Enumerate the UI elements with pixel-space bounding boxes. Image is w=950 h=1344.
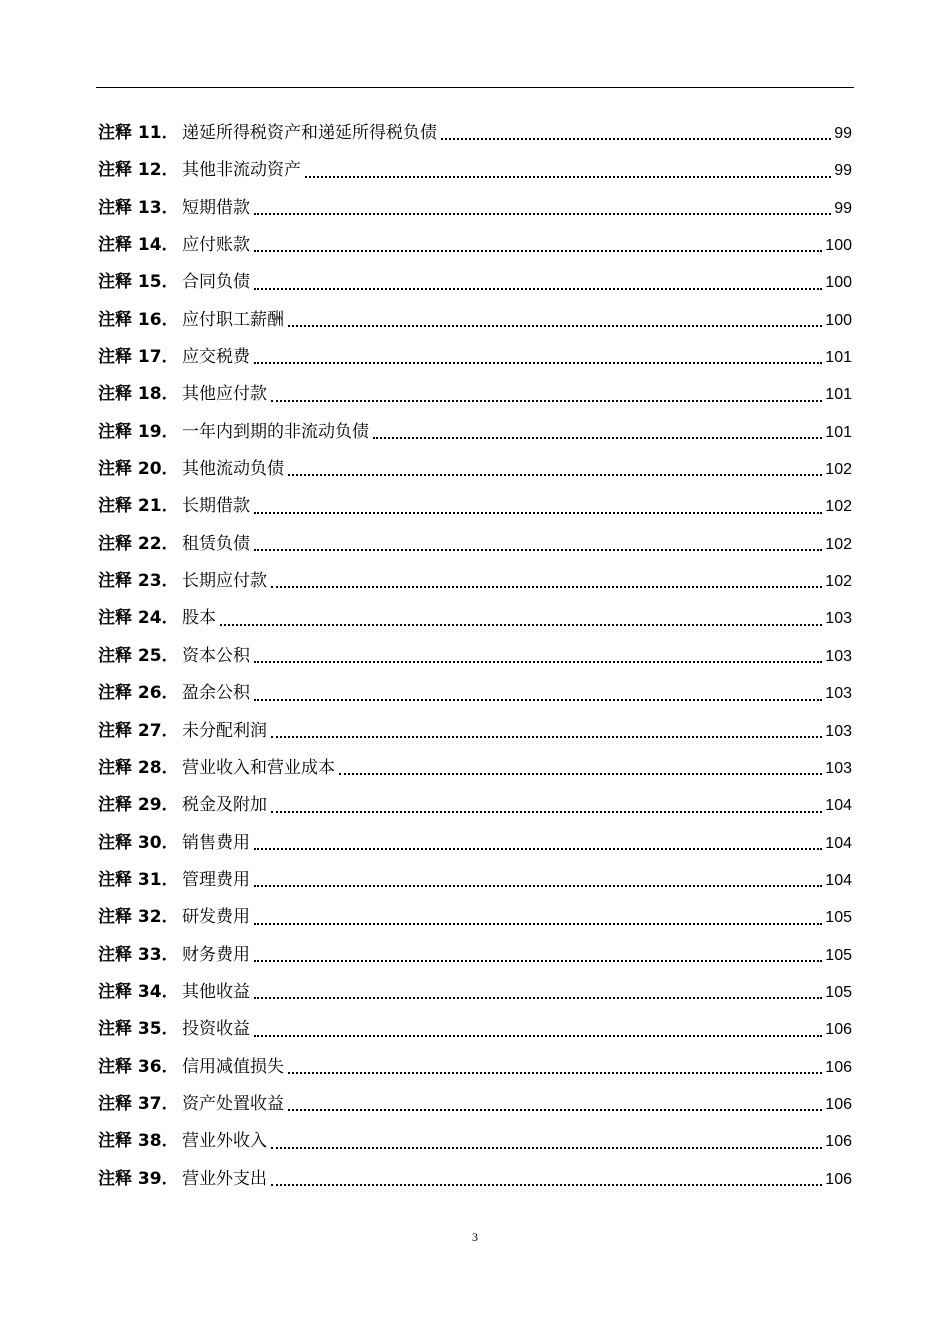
toc-entry-page: 106: [825, 1058, 852, 1076]
toc-dot-leader: [220, 624, 822, 626]
toc-entry[interactable]: [98, 115, 852, 152]
toc-entry[interactable]: [98, 339, 852, 376]
toc-entry-title: 合同负债: [182, 272, 250, 293]
header-rule: [96, 87, 854, 88]
toc-entry-title: 应交税费: [182, 347, 250, 368]
toc-dot-leader: [254, 213, 831, 215]
toc-entry-title: 投资收益: [182, 1019, 250, 1040]
toc-entry-number: 注释 15．: [98, 272, 179, 293]
toc-entry-page: 105: [825, 909, 852, 927]
toc-dot-leader: [441, 138, 831, 140]
toc-entry-page: 103: [825, 685, 852, 703]
toc-entry[interactable]: [98, 600, 852, 637]
toc-dot-leader: [254, 661, 822, 663]
toc-dot-leader: [288, 1109, 822, 1111]
toc-dot-leader: [254, 699, 822, 701]
toc-entry-page: 100: [825, 237, 852, 255]
toc-entry-title: 租赁负债: [182, 533, 250, 554]
toc-entry-title: 销售费用: [182, 832, 250, 853]
toc-entry-title: 研发费用: [182, 907, 250, 928]
toc-dot-leader: [254, 362, 822, 364]
toc-entry[interactable]: [98, 974, 852, 1011]
toc-entry-number: 注释 28．: [98, 757, 179, 778]
toc-entry-page: 101: [825, 386, 852, 404]
toc-entry-number: 注释 39．: [98, 1168, 179, 1189]
toc-entry-number: 注释 27．: [98, 720, 179, 741]
toc-entry-number: 注释 33．: [98, 944, 179, 965]
toc-dot-leader: [254, 848, 822, 850]
toc-entry-title: 营业外支出: [182, 1168, 267, 1189]
toc-entry-page: 104: [825, 834, 852, 852]
toc-entry-number: 注释 18．: [98, 384, 179, 405]
table-of-contents: [98, 115, 852, 1198]
toc-entry-number: 注释 25．: [98, 645, 179, 666]
toc-entry[interactable]: [98, 1011, 852, 1048]
toc-entry-page: 103: [825, 722, 852, 740]
toc-entry[interactable]: [98, 227, 852, 264]
toc-dot-leader: [254, 1035, 822, 1037]
toc-entry[interactable]: [98, 302, 852, 339]
toc-entry-title: 其他应付款: [182, 384, 267, 405]
toc-entry-page: 106: [825, 1095, 852, 1113]
toc-dot-leader: [373, 437, 822, 439]
toc-dot-leader: [288, 474, 822, 476]
toc-entry[interactable]: [98, 899, 852, 936]
toc-entry[interactable]: [98, 675, 852, 712]
toc-entry-page: 101: [825, 423, 852, 441]
toc-dot-leader: [271, 400, 822, 402]
toc-entry[interactable]: [98, 787, 852, 824]
toc-dot-leader: [254, 250, 822, 252]
toc-entry-number: 注释 30．: [98, 832, 179, 853]
toc-entry-title: 营业外收入: [182, 1131, 267, 1152]
toc-entry-number: 注释 12．: [98, 160, 179, 181]
toc-entry-page: 100: [825, 311, 852, 329]
toc-entry-number: 注释 29．: [98, 795, 179, 816]
toc-dot-leader: [254, 923, 822, 925]
toc-entry[interactable]: [98, 152, 852, 189]
toc-entry[interactable]: [98, 190, 852, 227]
toc-entry-page: 106: [825, 1021, 852, 1039]
toc-entry-number: 注释 38．: [98, 1131, 179, 1152]
toc-entry-title: 营业收入和营业成本: [182, 757, 335, 778]
toc-entry-title: 长期借款: [182, 496, 250, 517]
toc-entry[interactable]: [98, 825, 852, 862]
toc-entry[interactable]: [98, 862, 852, 899]
toc-entry-title: 股本: [182, 608, 216, 629]
toc-entry[interactable]: [98, 1086, 852, 1123]
toc-entry-number: 注释 16．: [98, 309, 179, 330]
toc-dot-leader: [254, 960, 822, 962]
toc-entry-title: 未分配利润: [182, 720, 267, 741]
toc-entry-page: 99: [834, 162, 852, 180]
toc-entry-number: 注释 31．: [98, 869, 179, 890]
toc-entry-title: 盈余公积: [182, 683, 250, 704]
toc-entry[interactable]: [98, 264, 852, 301]
toc-entry-page: 99: [834, 199, 852, 217]
toc-entry-page: 105: [825, 946, 852, 964]
toc-entry-title: 资产处置收益: [182, 1093, 284, 1114]
toc-entry-page: 103: [825, 610, 852, 628]
toc-entry-title: 资本公积: [182, 645, 250, 666]
toc-entry-number: 注释 11．: [98, 123, 179, 143]
toc-dot-leader: [271, 1184, 822, 1186]
toc-entry[interactable]: [98, 451, 852, 488]
toc-entry-title: 递延所得税资产和递延所得税负债: [182, 123, 437, 143]
toc-entry-title: 其他收益: [182, 981, 250, 1002]
toc-entry-page: 106: [825, 1133, 852, 1151]
toc-entry[interactable]: [98, 1123, 852, 1160]
toc-dot-leader: [254, 512, 822, 514]
toc-dot-leader: [288, 1072, 822, 1074]
toc-entry-number: 注释 35．: [98, 1019, 179, 1040]
toc-entry-page: 100: [825, 274, 852, 292]
toc-entry-page: 104: [825, 871, 852, 889]
toc-entry-title: 一年内到期的非流动负债: [182, 421, 369, 442]
toc-entry-page: 101: [825, 349, 852, 367]
toc-entry-page: 102: [825, 573, 852, 591]
toc-dot-leader: [271, 1147, 822, 1149]
toc-entry-number: 注释 37．: [98, 1093, 179, 1114]
toc-entry-number: 注释 19．: [98, 421, 179, 442]
toc-entry-title: 税金及附加: [182, 795, 267, 816]
toc-dot-leader: [271, 811, 822, 813]
toc-entry-page: 102: [825, 498, 852, 516]
toc-entry-title: 信用减值损失: [182, 1056, 284, 1077]
toc-dot-leader: [254, 997, 822, 999]
toc-dot-leader: [288, 325, 822, 327]
toc-entry[interactable]: [98, 563, 852, 600]
toc-entry[interactable]: [98, 713, 852, 750]
toc-entry-number: 注释 21．: [98, 496, 179, 517]
toc-dot-leader: [271, 736, 822, 738]
toc-entry[interactable]: [98, 638, 852, 675]
toc-entry[interactable]: [98, 488, 852, 525]
toc-entry[interactable]: [98, 414, 852, 451]
toc-dot-leader: [254, 288, 822, 290]
toc-entry[interactable]: [98, 376, 852, 413]
toc-entry-page: 105: [825, 983, 852, 1001]
toc-dot-leader: [271, 586, 822, 588]
toc-entry-page: 99: [834, 125, 852, 142]
toc-entry-number: 注释 36．: [98, 1056, 179, 1077]
toc-entry-number: 注释 26．: [98, 683, 179, 704]
toc-entry-number: 注释 14．: [98, 235, 179, 256]
toc-entry-number: 注释 13．: [98, 197, 179, 218]
toc-entry-title: 应付职工薪酬: [182, 309, 284, 330]
toc-entry-page: 104: [825, 797, 852, 815]
toc-entry-page: 102: [825, 535, 852, 553]
toc-entry-page: 103: [825, 759, 852, 777]
toc-dot-leader: [339, 773, 822, 775]
toc-entry-title: 财务费用: [182, 944, 250, 965]
toc-entry-number: 注释 34．: [98, 981, 179, 1002]
toc-entry-page: 106: [825, 1170, 852, 1188]
toc-entry[interactable]: [98, 937, 852, 974]
footer-page-number: 3: [472, 1230, 478, 1244]
toc-entry-title: 其他非流动资产: [182, 160, 301, 181]
toc-entry-page: 102: [825, 461, 852, 479]
toc-entry-number: 注释 23．: [98, 571, 179, 592]
toc-entry-title: 短期借款: [182, 197, 250, 218]
toc-entry-title: 应付账款: [182, 235, 250, 256]
toc-entry[interactable]: [98, 1161, 852, 1198]
toc-entry-number: 注释 24．: [98, 608, 179, 629]
toc-dot-leader: [254, 549, 822, 551]
toc-entry[interactable]: [98, 526, 852, 563]
toc-entry-title: 其他流动负债: [182, 459, 284, 480]
toc-dot-leader: [305, 176, 831, 178]
toc-dot-leader: [254, 885, 822, 887]
toc-entry-number: 注释 32．: [98, 907, 179, 928]
toc-entry-number: 注释 17．: [98, 347, 179, 368]
toc-entry-number: 注释 20．: [98, 459, 179, 480]
toc-entry-page: 103: [825, 647, 852, 665]
toc-entry[interactable]: [98, 750, 852, 787]
toc-entry-title: 长期应付款: [182, 571, 267, 592]
toc-entry-title: 管理费用: [182, 869, 250, 890]
toc-entry-number: 注释 22．: [98, 533, 179, 554]
toc-entry[interactable]: [98, 1049, 852, 1086]
